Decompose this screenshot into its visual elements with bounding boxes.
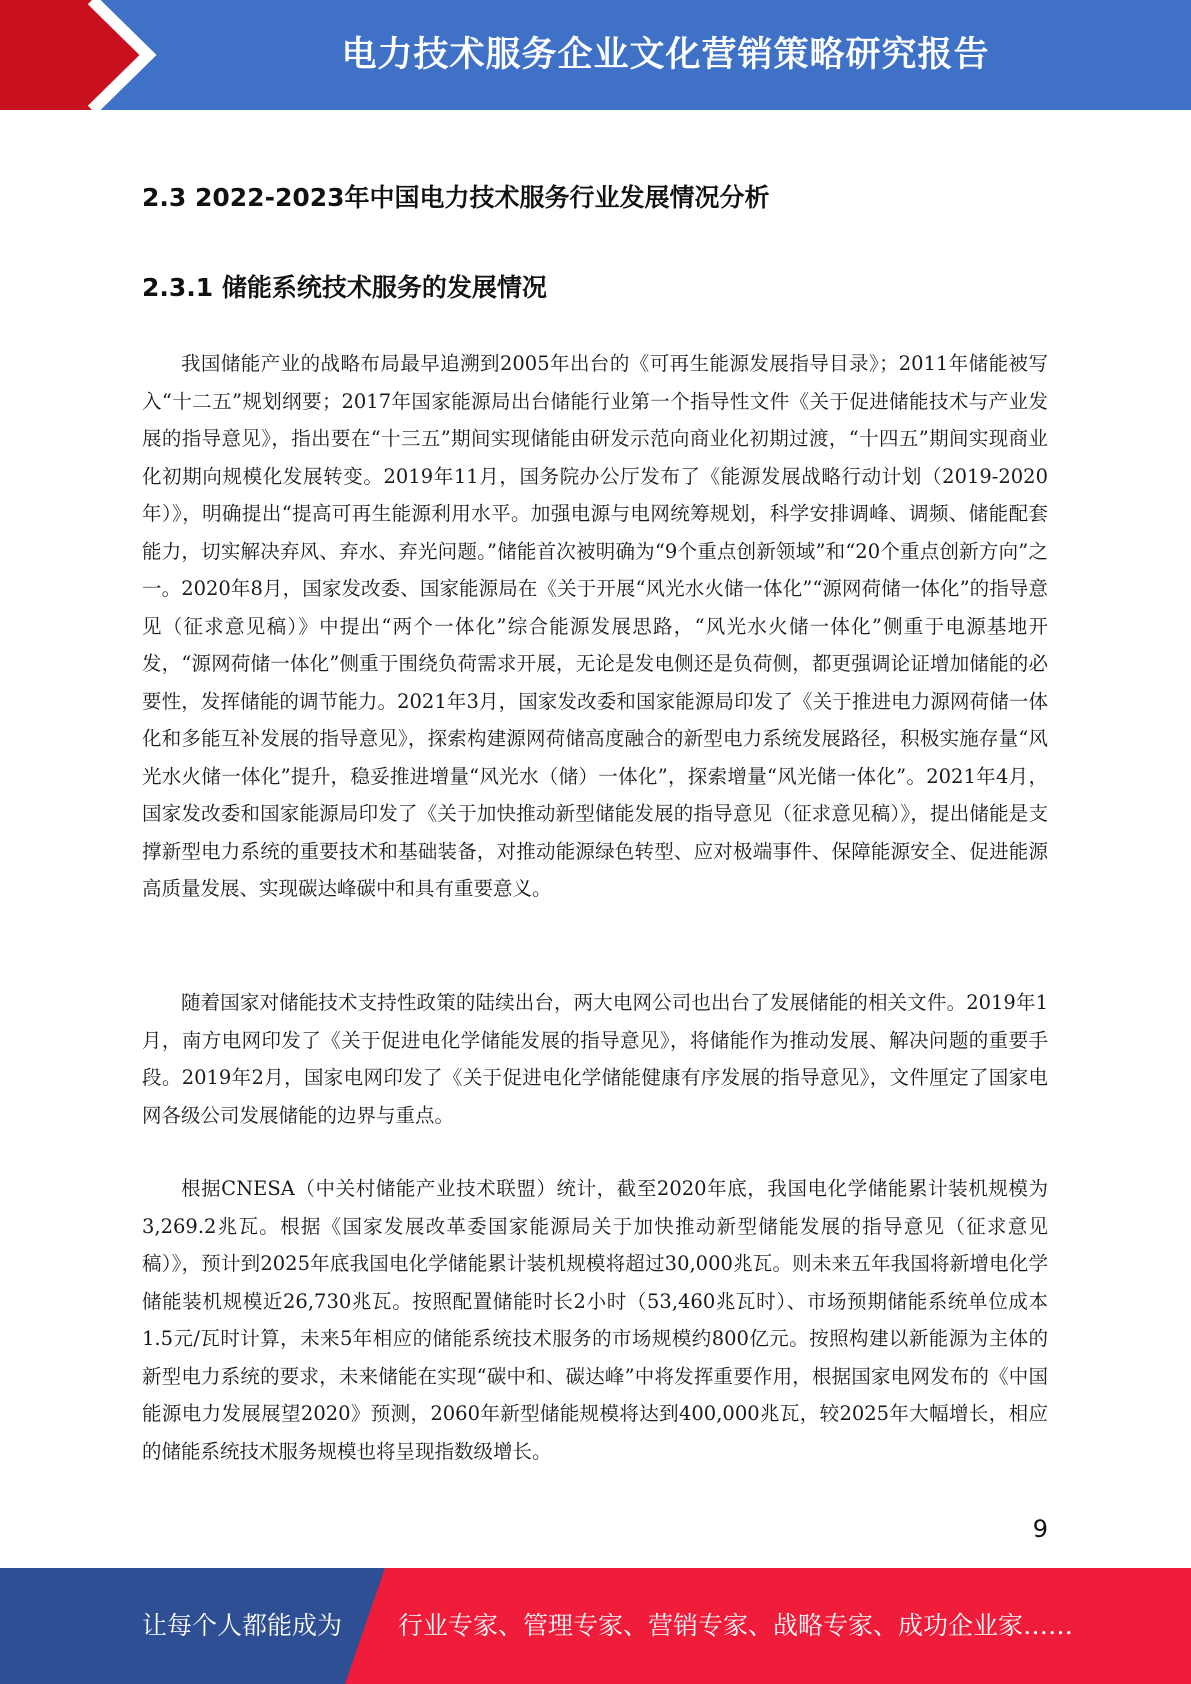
red-arrow-shape: [0, 0, 148, 110]
body-paragraph: 我国储能产业的战略布局最早追溯到2005年出台的《可再生能源发展指导目录》；2011年储能被写入“十二五”规划纲要；2017年国家能源局出台储能行业第一个指导性文件《关于促进储能技术与产业发展的指导意见》，指出要在“十三五”期间实现储能由研发示范向商业化初期过渡，“十四五”期间实现商业化初期向规模化发展转变。2019年11月，国务院办公厅发布了《能源发展战略行动计划（2019-2020年）》，明确提出“提高可再生能源利用水平。加强电源与电网统筹规划，科学安排调峰、调频、储能配套能力，切实解决弃风、弃水、弃光问题。”储能首次被明确为“9个重点创新领域”和“20个重点创新方向”之一。2020年8月，国家发改委、国家能源局在《关于开展“风光水火储一体化”“源网荷储一体化”的指导意见（征求意见稿）》中提出“两个一体化”综合能源发展思路，“风光水火储一体化”侧重于电源基地开发，“源网荷储一体化”侧重于围绕负荷需求开展，无论是发电侧还是负荷侧，都更强调论证增加储能的必要性，发挥储能的调节能力。2021年3月，国家发改委和国家能源局印发了《关于推进电力源网荷储一体化和多能互补发展的指导意见》，探索构建源网荷储高度融合的新型电力系统发展路径，积极实施存量“风光水火储一体化”提升，稳妥推进增量“风光水（储）一体化”，探索增量“风光储一体化”。2021年4月，国家发改委和国家能源局印发了《关于加快推动新型储能发展的指导意见（征求意见稿）》，提出储能是支撑新型电力系统的重要技术和基础装备，对推动能源绿色转型、应对极端事件、保障能源安全、促进能源高质量发展、实现碳达峰碳中和具有重要意义。: [142, 352, 1048, 900]
page-number: 9: [1032, 1515, 1048, 1543]
footer-slogan-left: 让每个人都能成为: [142, 1611, 343, 1640]
section-heading: 2.3 2022-2023年中国电力技术服务行业发展情况分析: [142, 183, 770, 212]
page-footer: [0, 1568, 1191, 1684]
body-paragraph: 随着国家对储能技术支持性政策的陆续出台，两大电网公司也出台了发展储能的相关文件。2019年1月，南方电网印发了《关于促进电化学储能发展的指导意见》，将储能作为推动发展、解决问题的重要手段。2019年2月，国家电网印发了《关于促进电化学储能健康有序发展的指导意见》，文件厘定了国家电网各级公司发展储能的边界与重点。: [142, 991, 1048, 1127]
page-header: [0, 0, 1191, 110]
footer-slogan-right: 行业专家、管理专家、营销专家、战略专家、成功企业家……: [398, 1611, 1074, 1640]
report-title: 电力技术服务企业文化营销策略研究报告: [341, 35, 990, 75]
subsection-heading: 2.3.1 储能系统技术服务的发展情况: [142, 273, 547, 302]
body-paragraph: 根据CNESA（中关村储能产业技术联盟）统计，截至2020年底，我国电化学储能累计装机规模为3,269.2兆瓦。根据《国家发展改革委国家能源局关于加快推动新型储能发展的指导意见（征求意见稿）》，预计到2025年底我国电化学储能累计装机规模将超过30,000兆瓦。则未来五年我国将新增电化学储能装机规模近26,730兆瓦。按照配置储能时长2小时（53,460兆瓦时）、市场预期储能系统单位成本1.5元/瓦时计算，未来5年相应的储能系统技术服务的市场规模约800亿元。按照构建以新能源为主体的新型电力系统的要求，未来储能在实现“碳中和、碳达峰”中将发挥重要作用，根据国家电网发布的《中国能源电力发展展望2020》预测，2060年新型储能规模将达到400,000兆瓦，较2025年大幅增长，相应的储能系统技术服务规模也将呈现指数级增长。: [142, 1177, 1048, 1463]
